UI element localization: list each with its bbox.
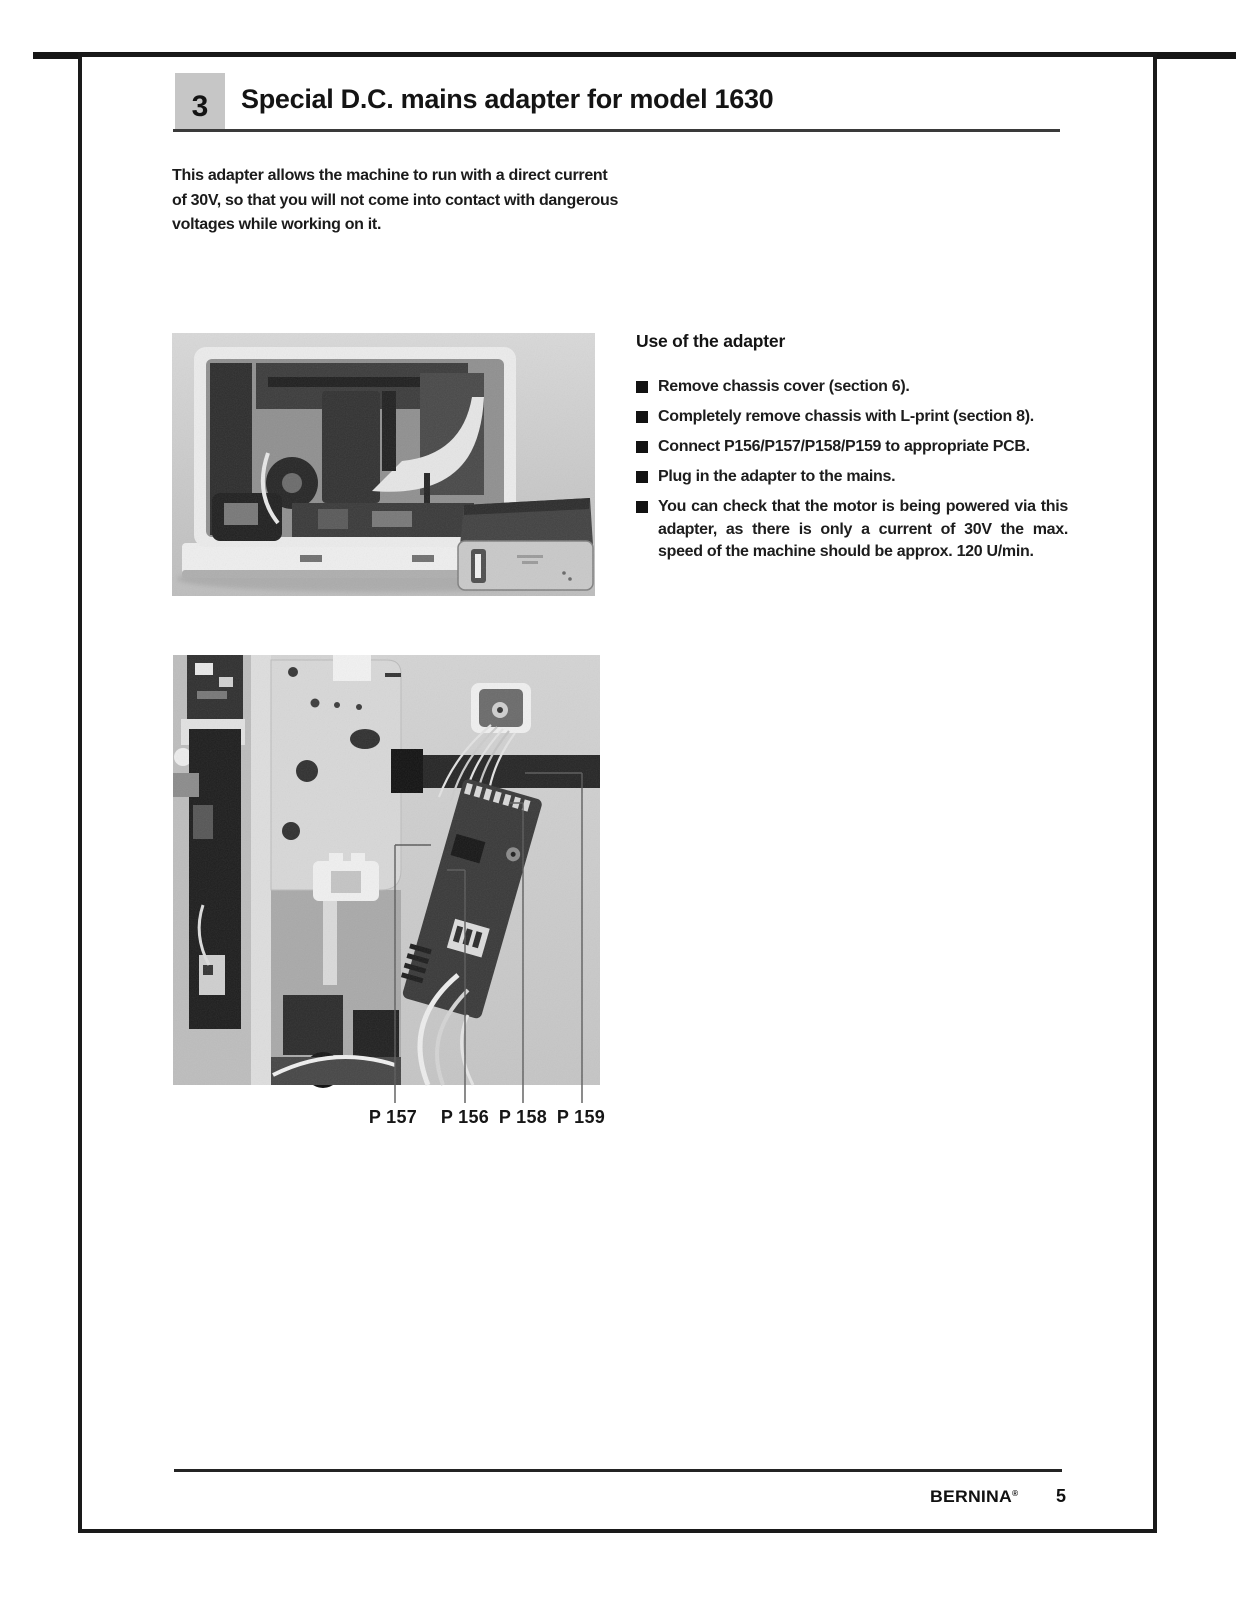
bullet-square-icon bbox=[636, 411, 648, 423]
connector-label-p158: P 158 bbox=[498, 1107, 548, 1127]
footer-rule bbox=[174, 1469, 1062, 1472]
title-rule bbox=[173, 129, 1060, 132]
usage-bullet bbox=[636, 406, 1068, 429]
pcb-connectors-photo bbox=[173, 655, 600, 1105]
usage-bullet-text: Plug in the adapter to the mains. bbox=[658, 468, 896, 485]
bullet-square-icon bbox=[636, 471, 648, 483]
usage-bullet-text: Connect P156/P157/P158/P159 to appropriate PCB. bbox=[658, 438, 1030, 455]
bullet-square-icon bbox=[636, 441, 648, 453]
bullet-square-icon bbox=[636, 501, 648, 513]
section-number: 3 bbox=[191, 90, 209, 123]
figure-pcb-connectors bbox=[173, 655, 600, 1105]
usage-bullet-text: Remove chassis cover (section 6). bbox=[658, 378, 910, 395]
connector-label-p159: P 159 bbox=[556, 1107, 606, 1127]
usage-bullet bbox=[636, 496, 1068, 564]
usage-bullet bbox=[636, 376, 1068, 399]
usage-bullet-text: Completely remove chassis with L-print (section 8). bbox=[658, 408, 1034, 425]
usage-bullet-text: You can check that the motor is being powered via this adapter, as there is only a current of 30V the max. speed of the machine should be approx. 120 U/min. bbox=[658, 498, 1068, 560]
section-number-box bbox=[175, 73, 225, 129]
registered-mark: ® bbox=[1012, 1489, 1019, 1498]
connector-label-p156: P 156 bbox=[440, 1107, 490, 1127]
figure-machine-with-adapter bbox=[172, 333, 595, 596]
usage-bullet bbox=[636, 466, 1068, 489]
intro-paragraph: This adapter allows the machine to run with a direct current of 30V, so that you will not come into contact with dangerous voltages while working on it. bbox=[172, 167, 619, 233]
usage-section bbox=[636, 331, 1068, 571]
usage-bullet bbox=[636, 436, 1068, 459]
machine-adapter-photo bbox=[172, 333, 595, 596]
page-title: Special D.C. mains adapter for model 1630 bbox=[241, 84, 774, 114]
page-number: 5 bbox=[1056, 1486, 1067, 1506]
brand-text: BERNINA bbox=[930, 1487, 1013, 1506]
usage-heading: Use of the adapter bbox=[636, 331, 786, 351]
connector-label-p157: P 157 bbox=[368, 1107, 418, 1127]
bernina-logo bbox=[930, 1487, 1018, 1507]
bullet-square-icon bbox=[636, 381, 648, 393]
